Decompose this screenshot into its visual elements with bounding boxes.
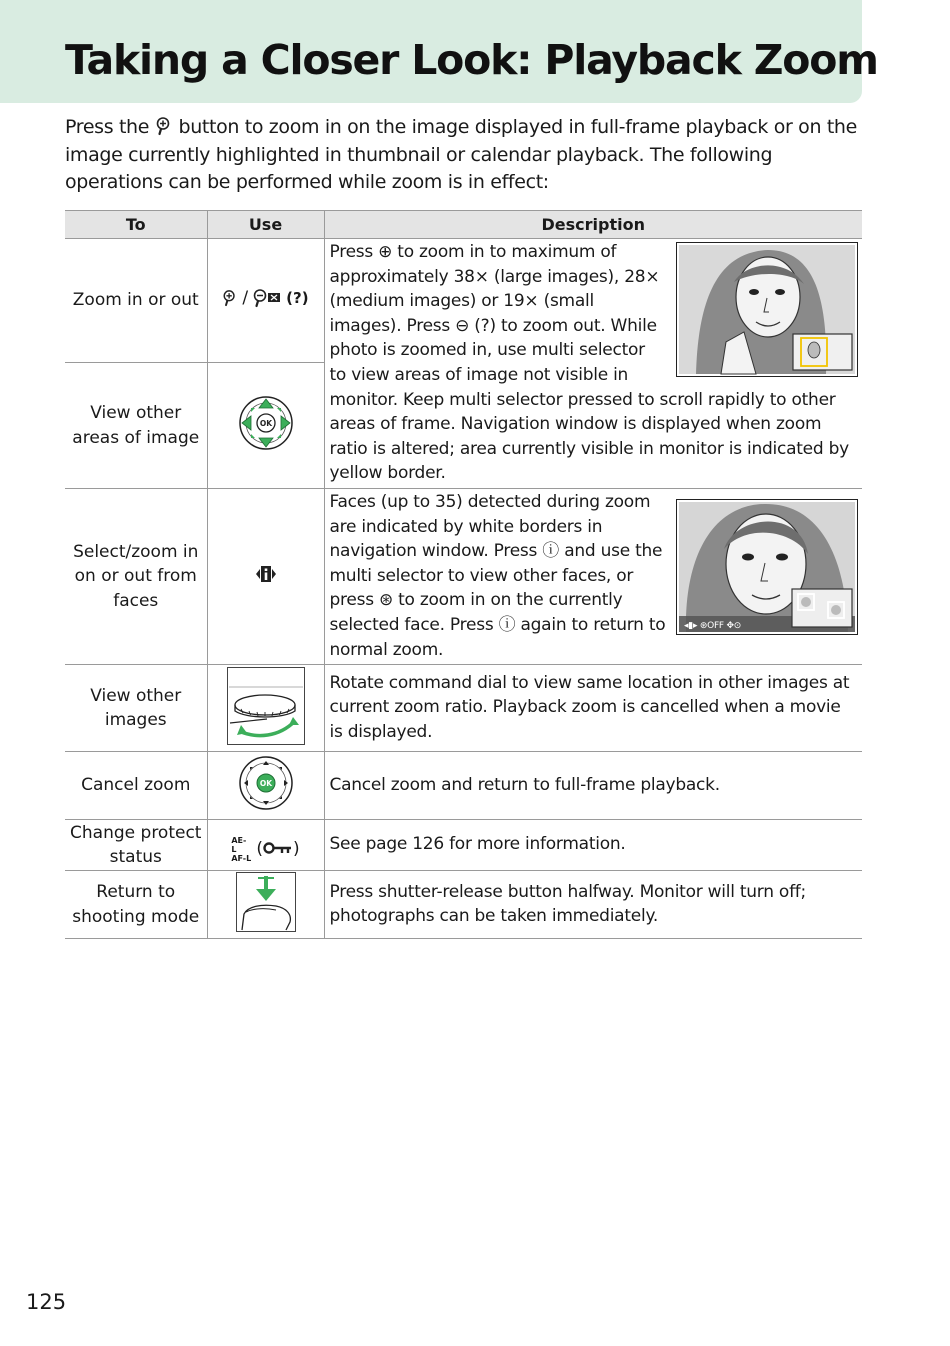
- shutter-release-button-icon: [236, 872, 296, 932]
- info-button-icon: [255, 565, 277, 583]
- table-row: [65, 871, 862, 939]
- svg-text:OK: OK: [259, 779, 272, 789]
- zoom-in-icon: [155, 116, 173, 136]
- intro-text-start: Press the: [65, 116, 150, 138]
- column-header-use: Use: [207, 211, 324, 239]
- row-description: Cancel zoom and return to full-frame playback.: [324, 752, 862, 820]
- row-control: [207, 363, 324, 488]
- zoom-out-thumbnail-icon: [252, 288, 282, 308]
- protect-key-symbol: ( ): [256, 839, 300, 860]
- row-description: [324, 239, 862, 489]
- row-control: [207, 488, 324, 664]
- table-row: [65, 239, 862, 363]
- row-control: [207, 239, 324, 363]
- row-control: [207, 665, 324, 752]
- command-dial-icon: [227, 667, 305, 745]
- row-control: [207, 820, 324, 871]
- row-description: Press shutter-release button halfway. Monitor will turn off; photographs can be taken immediately.: [324, 871, 862, 939]
- row-description: [324, 488, 862, 664]
- table-row: [65, 820, 862, 871]
- page-number: 125: [26, 1290, 67, 1314]
- zoom-in-icon: [222, 288, 238, 308]
- table-row: [65, 752, 862, 820]
- multi-selector-arrows-icon: [238, 395, 294, 451]
- svg-text:◂▮▸ ⊛OFF ✥⊙: ◂▮▸ ⊛OFF ✥⊙: [684, 620, 742, 631]
- faces-description-text: Faces (up to 35) detected during zoom are indicated by white borders in navigation window. Press ⓘ and use the multi selector to view other faces, or press ⊛ to zoom in on the currently selected face. Press ⓘ again to return to normal zoom.: [329, 491, 666, 660]
- column-header-description: Description: [324, 211, 862, 239]
- face-zoom-navigation-image: [676, 499, 858, 635]
- operations-table: [65, 210, 862, 939]
- ok-button-icon: [238, 755, 294, 811]
- intro-paragraph: [65, 114, 865, 197]
- row-action-label: View other images: [65, 665, 207, 752]
- table-header-row: [65, 211, 862, 239]
- column-header-to: To: [65, 211, 207, 239]
- zoom-in-out-buttons-icon: / (?): [222, 288, 308, 308]
- row-description: Rotate command dial to view same location in other images at current zoom ratio. Playback zoom is cancelled when a movie is displayed.: [324, 665, 862, 752]
- row-action-label: Return to shooting mode: [65, 871, 207, 939]
- row-action-label: View other areas of image: [65, 363, 207, 488]
- help-symbol: (?): [286, 289, 309, 308]
- key-icon: [263, 841, 293, 855]
- row-action-label: Change protect status: [65, 820, 207, 871]
- zoom-description-text: Press ⊕ to zoom in to maximum of approximately 38× (large images), 28× (medium images) or 19× (small images). Press ⊖ (?) to zoom out. While photo is zoomed in, use multi selector to view areas of image not visible in monitor. Keep multi selector pressed to scroll rapidly to other areas of frame. Navigation window is displayed when zoom ratio is altered; area currently visible in monitor is indicated by yellow border.: [329, 242, 849, 484]
- ae-af-lock-button-icon: [231, 836, 299, 863]
- row-action-label: Select/zoom in on or out from faces: [65, 488, 207, 664]
- row-action-label: Zoom in or out: [65, 239, 207, 363]
- row-description: See page 126 for more information.: [324, 820, 862, 871]
- svg-text:OK: OK: [259, 419, 272, 429]
- intro-text-end: button to zoom in on the image displayed in full-frame playback or on the image currently highlighted in thumbnail or calendar playback. The following operations can be performed while zoom is in effect:: [65, 116, 857, 193]
- page-title: Taking a Closer Look: Playback Zoom: [65, 36, 878, 84]
- row-control: [207, 871, 324, 939]
- row-action-label: Cancel zoom: [65, 752, 207, 820]
- row-control: [207, 752, 324, 820]
- ae-af-lock-label: AE-L AF-L: [231, 835, 252, 863]
- zoomed-portrait-navigation-window-image: [676, 242, 858, 377]
- table-row: [65, 488, 862, 664]
- table-row: [65, 665, 862, 752]
